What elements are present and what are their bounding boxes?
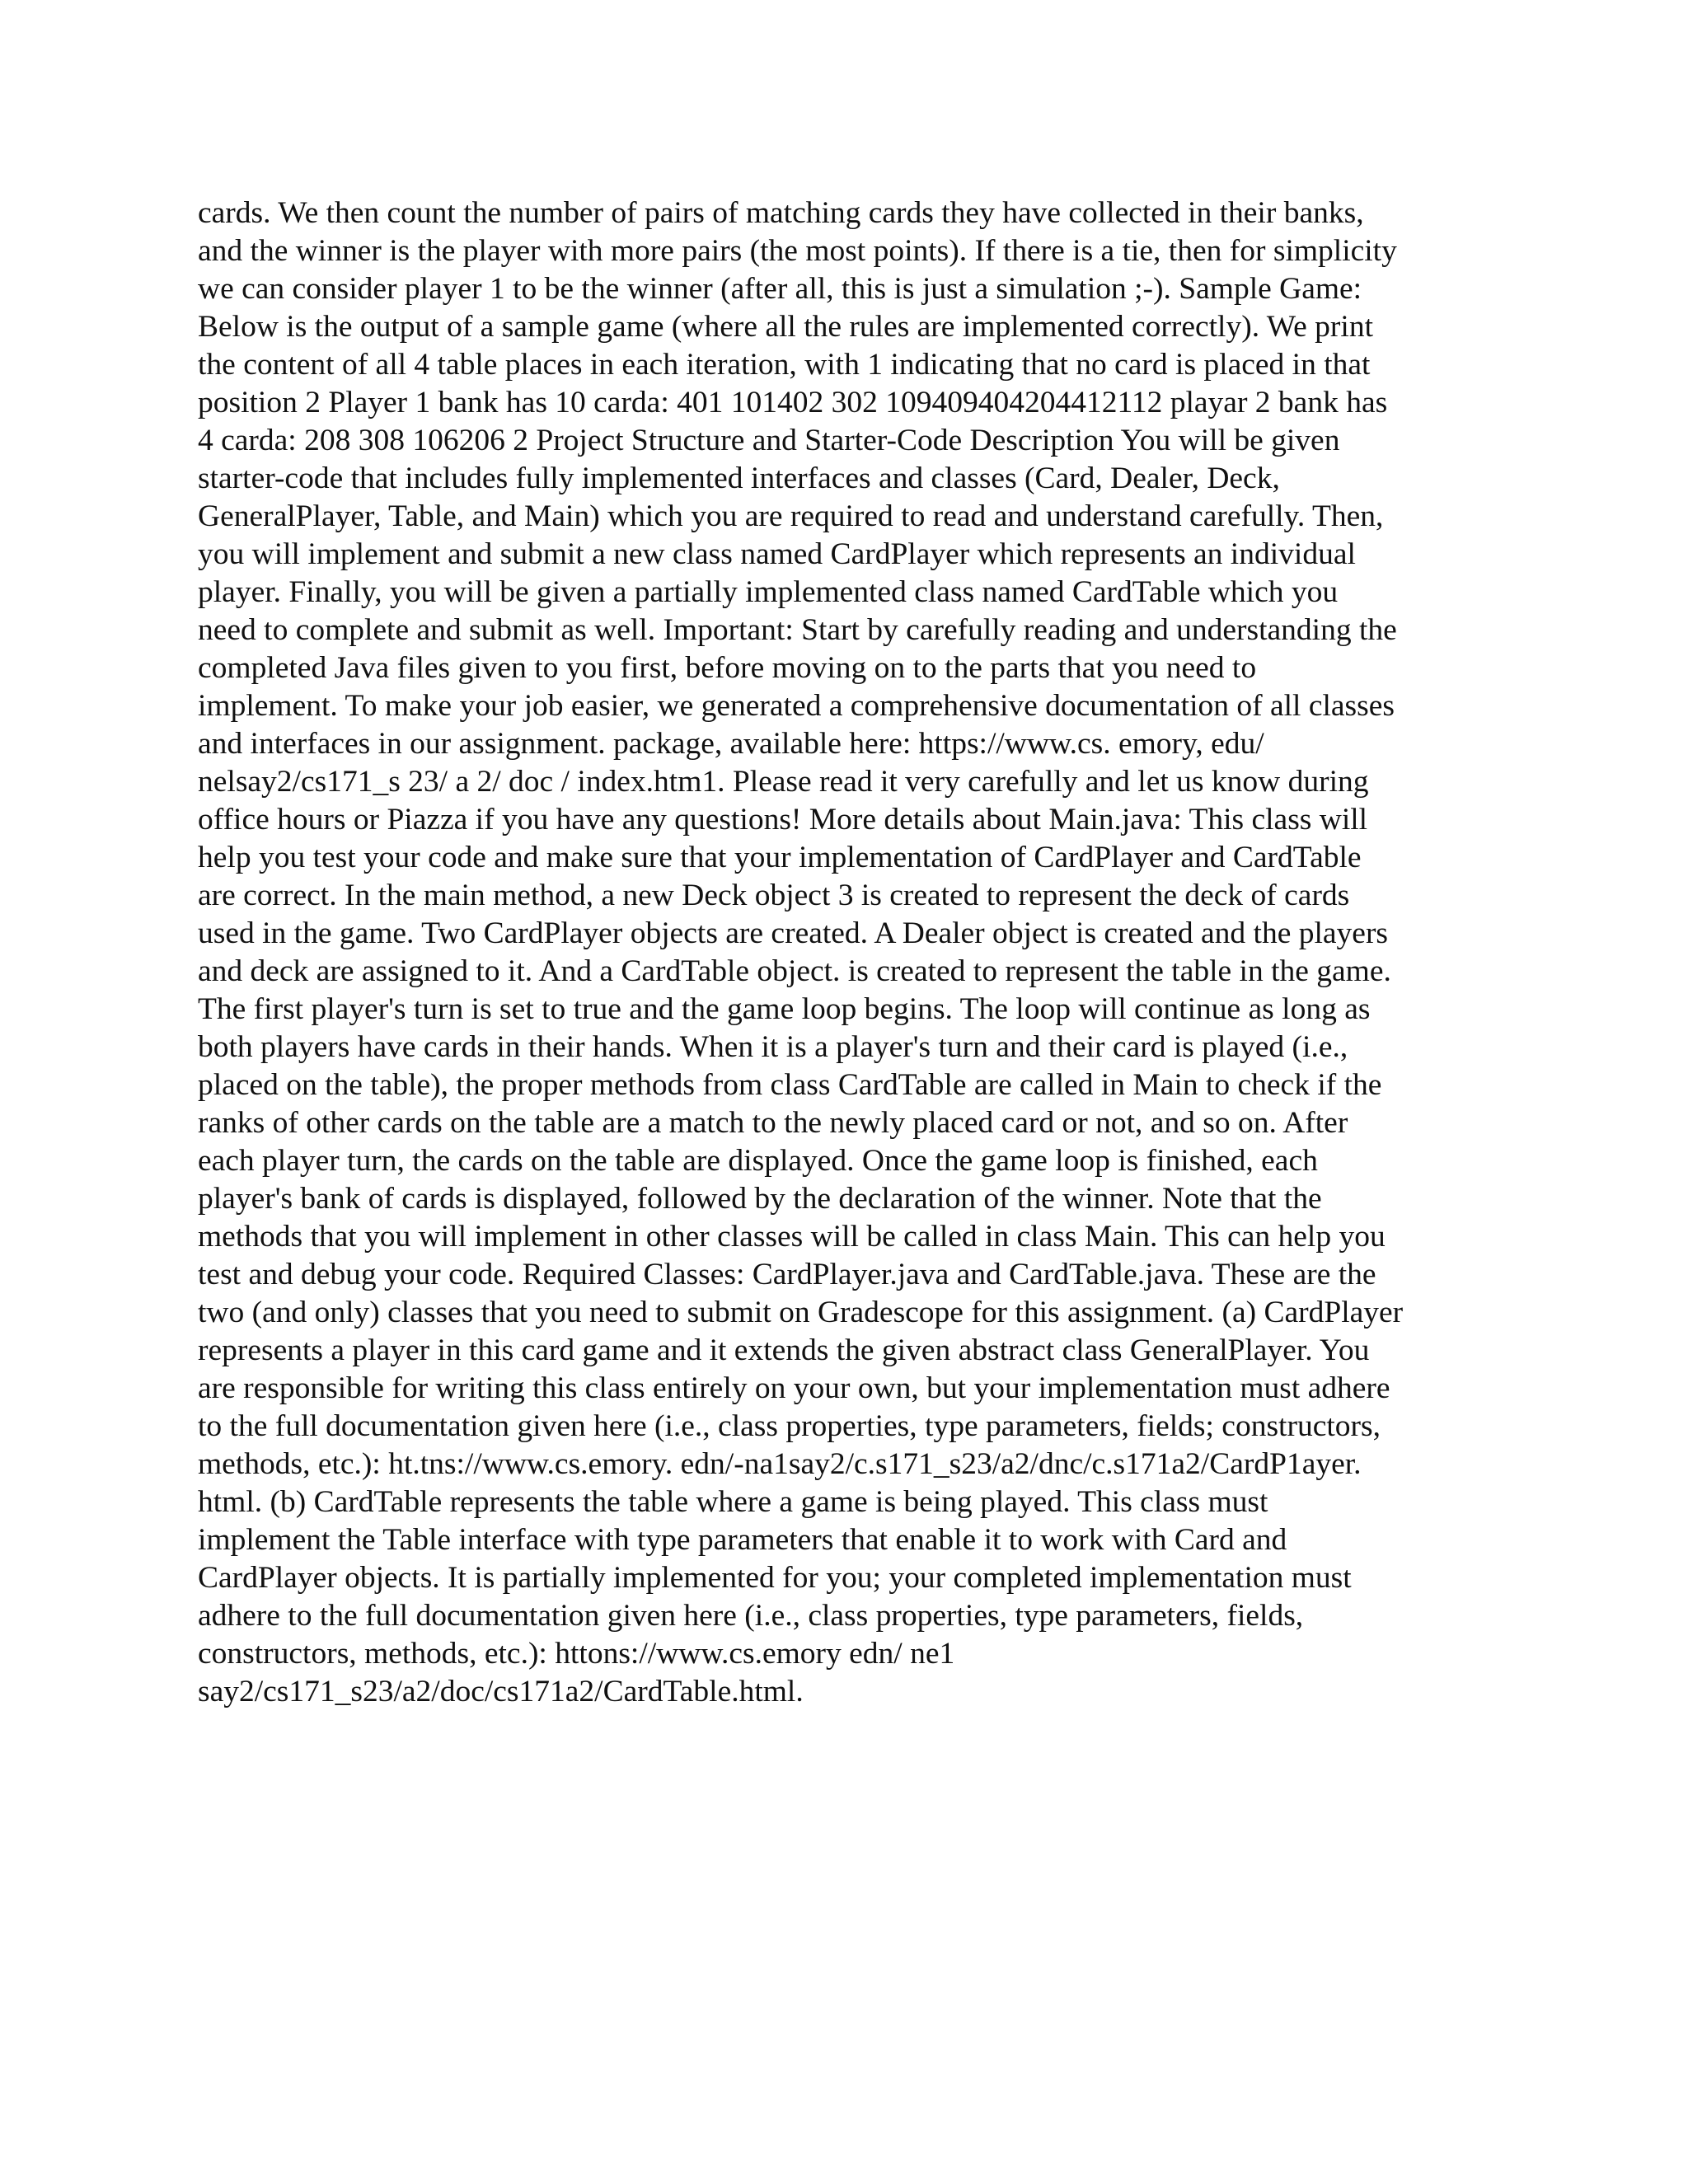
text-line: methods, etc.): ht.tns://www.cs.emory. edn/-na1say2/c.s171_s23/a2/dnc/c.s171a2/CardP1ayer. (198, 1447, 1362, 1481)
text-line: represents a player in this card game and it extends the given abstract class GeneralPlayer. You (198, 1333, 1370, 1367)
text-line: 4 carda: 208 308 106206 2 Project Structure and Starter-Code Description You will be given (198, 424, 1340, 457)
text-line: constructors, methods, etc.): httons://www.cs.emory edn/ ne1 (198, 1637, 955, 1671)
text-line: help you test your code and make sure that your implementation of CardPlayer and CardTable (198, 841, 1362, 874)
text-line: methods that you will implement in other classes will be called in class Main. This can help you (198, 1220, 1386, 1254)
text-line: starter-code that includes fully implemented interfaces and classes (Card, Dealer, Deck, (198, 462, 1280, 495)
text-line: and the winner is the player with more pairs (the most points). If there is a tie, then for simplicity (198, 234, 1397, 268)
text-line: cards. We then count the number of pairs of matching cards they have collected in their banks, (198, 196, 1364, 230)
text-line: are responsible for writing this class entirely on your own, but your implementation must adhere (198, 1371, 1390, 1405)
text-line: implement the Table interface with type parameters that enable it to work with Card and (198, 1523, 1287, 1557)
text-line: The first player's turn is set to true and the game loop begins. The loop will continue as long as (198, 992, 1371, 1026)
text-line: and deck are assigned to it. And a CardTable object. is created to represent the table in the game. (198, 954, 1391, 988)
text-line: used in the game. Two CardPlayer objects are created. A Dealer object is created and the players (198, 916, 1389, 950)
text-line: to the full documentation given here (i.e., class properties, type parameters, fields; constructors, (198, 1409, 1381, 1443)
text-line: both players have cards in their hands. When it is a player's turn and their card is played (i.e., (198, 1030, 1348, 1064)
text-line: test and debug your code. Required Classes: CardPlayer.java and CardTable.java. These are the (198, 1258, 1376, 1291)
text-line: completed Java files given to you first, before moving on to the parts that you need to (198, 651, 1257, 685)
text-line: GeneralPlayer, Table, and Main) which you are required to read and understand carefully. Then, (198, 499, 1384, 533)
text-line: the content of all 4 table places in each iteration, with 1 indicating that no card is placed in that (198, 348, 1371, 382)
text-line: Below is the output of a sample game (where all the rules are implemented correctly). We print (198, 310, 1374, 344)
body-text (198, 194, 1517, 1711)
text-line: ranks of other cards on the table are a match to the newly placed card or not, and so on. After (198, 1106, 1348, 1140)
text-line: position 2 Player 1 bank has 10 carda: 401 101402 302 109409404204412112 playar 2 bank has (198, 386, 1388, 419)
text-line: each player turn, the cards on the table are displayed. Once the game loop is finished, each (198, 1144, 1318, 1178)
text-line: need to complete and submit as well. Important: Start by carefully reading and understanding the (198, 613, 1397, 647)
text-line: CardPlayer objects. It is partially implemented for you; your completed implementation must (198, 1561, 1352, 1595)
text-line: are correct. In the main method, a new Deck object 3 is created to represent the deck of cards (198, 879, 1350, 912)
text-line: and interfaces in our assignment. package, available here: https://www.cs. emory, edu/ (198, 727, 1264, 761)
text-line: html. (b) CardTable represents the table where a game is being played. This class must (198, 1485, 1268, 1519)
text-line: say2/cs171_s23/a2/doc/cs171a2/CardTable.html. (198, 1675, 804, 1708)
text-line: placed on the table), the proper methods from class CardTable are called in Main to check if the (198, 1068, 1382, 1102)
text-line: two (and only) classes that you need to submit on Gradescope for this assignment. (a) CardPlayer (198, 1296, 1404, 1329)
text-line: adhere to the full documentation given here (i.e., class properties, type parameters, fields, (198, 1599, 1304, 1633)
text-line: nelsay2/cs171_s 23/ a 2/ doc / index.htm1. Please read it very carefully and let us know during (198, 765, 1369, 799)
text-line: we can consider player 1 to be the winner (after all, this is just a simulation ;-). Sample Game: (198, 272, 1362, 306)
text-line: office hours or Piazza if you have any questions! More details about Main.java: This class will (198, 803, 1368, 837)
text-line: implement. To make your job easier, we generated a comprehensive documentation of all classes (198, 689, 1395, 723)
text-line: player's bank of cards is displayed, followed by the declaration of the winner. Note that the (198, 1182, 1322, 1216)
text-line: you will implement and submit a new class named CardPlayer which represents an individual (198, 537, 1356, 571)
text-line: player. Finally, you will be given a partially implemented class named CardTable which you (198, 575, 1339, 609)
